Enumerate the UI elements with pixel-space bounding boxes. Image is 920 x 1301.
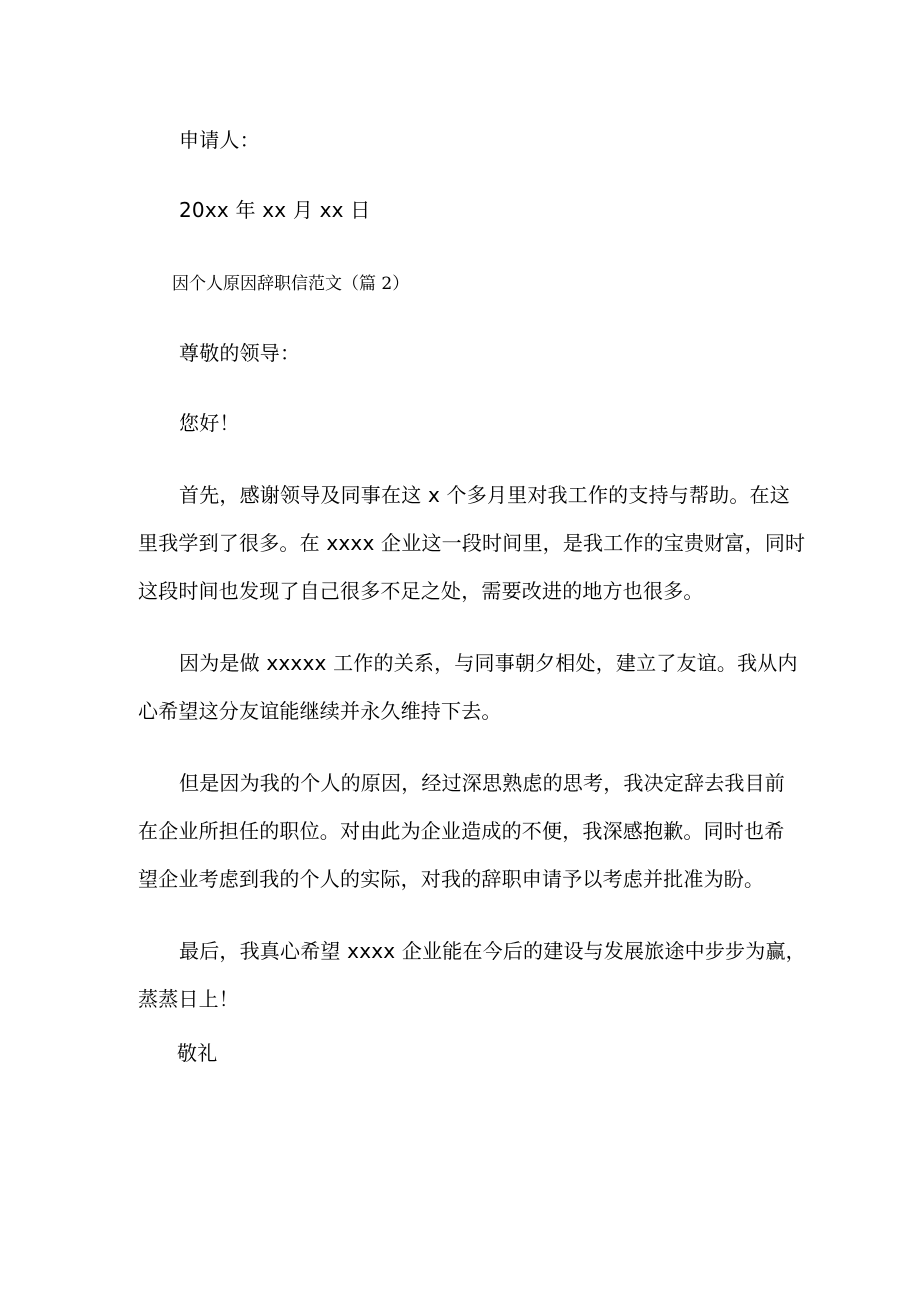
paragraph-line: 这段时间也发现了自己很多不足之处，需要改进的地方也很多。 <box>138 579 704 603</box>
salutation: 尊敬的领导： <box>179 341 301 365</box>
paragraph-line: 蒸蒸日上！ <box>138 987 239 1011</box>
section-title: 因个人原因辞职信范文（篇 2） <box>172 274 410 294</box>
paragraph-line: 但是因为我的个人的原因，经过深思熟虑的思考，我决定辞去我目前 <box>179 771 785 795</box>
paragraph-line: 在企业所担任的职位。对由此为企业造成的不便，我深感抱歉。同时也希 <box>138 819 785 843</box>
paragraph-line: 因为是做 xxxxx 工作的关系，与同事朝夕相处，建立了友谊。我从内 <box>179 651 798 675</box>
paragraph-line: 最后，我真心希望 xxxx 企业能在今后的建设与发展旅途中步步为赢， <box>179 939 806 963</box>
applicant-label: 申请人： <box>179 128 260 152</box>
paragraph-line: 望企业考虑到我的个人的实际，对我的辞职申请予以考虑并批准为盼。 <box>138 867 765 891</box>
closing-salute: 敬礼 <box>177 1041 218 1065</box>
paragraph-line: 首先，感谢领导及同事在这 x 个多月里对我工作的支持与帮助。在这 <box>179 483 790 507</box>
greeting: 您好！ <box>179 411 240 435</box>
paragraph-line: 里我学到了很多。在 xxxx 企业这一段时间里，是我工作的宝贵财富，同时 <box>138 531 806 555</box>
signature-date: 20xx 年 xx 月 xx 日 <box>179 198 371 222</box>
paragraph-line: 心希望这分友谊能继续并永久维持下去。 <box>138 699 502 723</box>
